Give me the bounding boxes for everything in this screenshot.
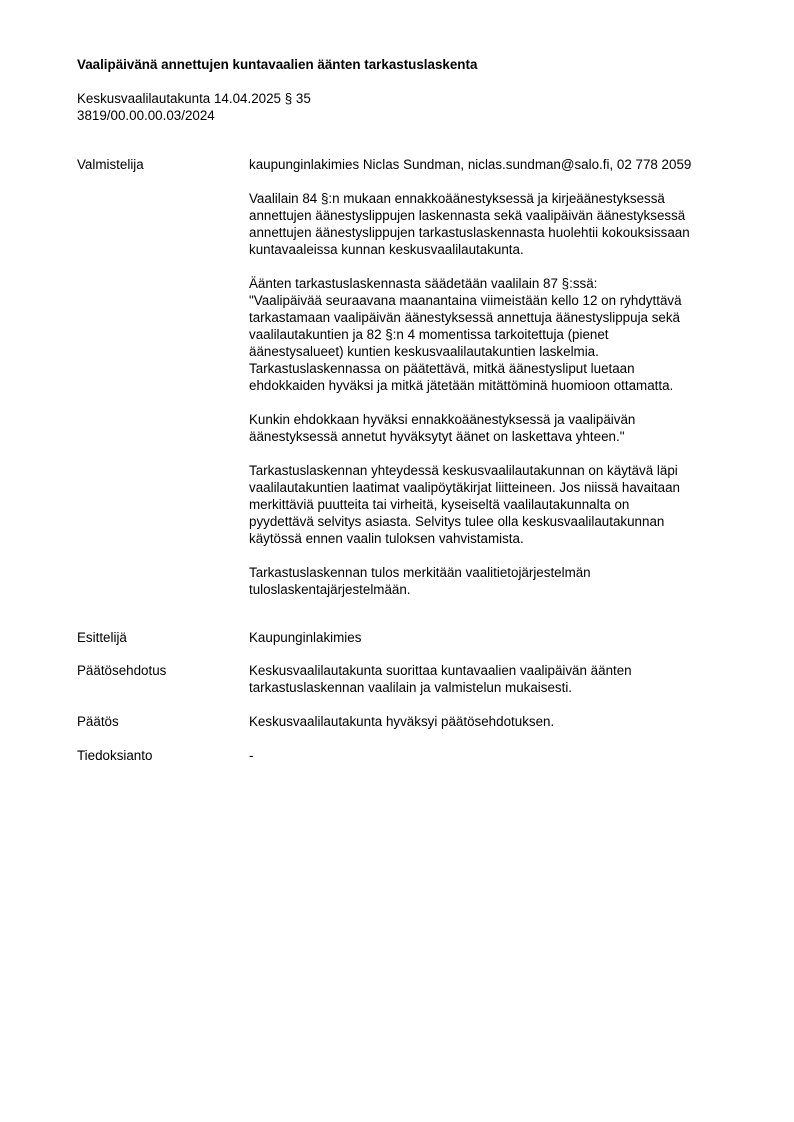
proposal-text: Keskusvaalilautakunta suorittaa kuntavaalien vaalipäivän äänten tarkastuslaskennan vaalilain ja valmistelun mukaisesti. xyxy=(249,663,632,695)
section-label: Tiedoksianto xyxy=(77,748,153,763)
presenter-text: Kaupunginlakimies xyxy=(249,630,362,645)
section-content xyxy=(249,713,739,730)
decision-text: Keskusvaalilautakunta hyväksyi päätösehdotuksen. xyxy=(249,714,555,729)
case-number: 3819/00.00.00.03/2024 xyxy=(77,108,215,123)
paragraph-3: Kunkin ehdokkaan hyväksi ennakkoäänestyksessä ja vaalipäivän äänestyksessä annetut hyväksytyt äänet on laskettava yhteen." xyxy=(249,412,636,444)
section-label: Esittelijä xyxy=(77,630,127,645)
section-content xyxy=(249,156,739,598)
section-label: Päätös xyxy=(77,714,119,729)
section-content xyxy=(249,629,739,646)
document-title: Vaalipäivänä annettujen kuntavaalien äänten tarkastuslaskenta xyxy=(77,57,478,72)
paragraph-5: Tarkastuslaskennan tulos merkitään vaalitietojärjestelmän tuloslaskentajärjestelmään. xyxy=(249,565,591,597)
section-label: Valmistelija xyxy=(77,157,144,172)
paragraph-1: Vaalilain 84 §:n mukaan ennakkoäänestyksessä ja kirjeäänestyksessä annettujen äänestyslippujen laskennasta sekä vaalipäivän äänestyksessä annettujen äänestyslippujen tarkastuslaskennasta huolehtii kokouksissaan kuntavaaleissa kunnan keskusvaalilautakunta. xyxy=(249,191,690,257)
section-content xyxy=(249,662,739,696)
paragraph-2: Äänten tarkastuslaskennasta säädetään vaalilain 87 §:ssä: "Vaalipäivää seuraavana maanantaina viimeistään kello 12 on ryhdyttävä tarkastamaan vaalipäivän äänestyksessä annettuja äänestyslippuja sekä vaalilautakuntien ja 82 §:n 4 momentissa tarkoitettuja (pienet äänestysalueet) kuntien keskusvaalilautakuntien laskelmia. Tarkastuslaskennassa on päätettävä, mitkä äänestysliput luetaan ehdokkaiden hyväksi ja mitkä jätetään mitättöminä huomioon ottamatta. xyxy=(249,276,682,393)
section-label: Päätösehdotus xyxy=(77,663,167,678)
notification-text: - xyxy=(249,748,254,763)
preparer-contact: kaupunginlakimies Niclas Sundman, niclas.sundman@salo.fi, 02 778 2059 xyxy=(249,157,692,172)
meeting-reference: Keskusvaalilautakunta 14.04.2025 § 35 xyxy=(77,91,311,106)
paragraph-4: Tarkastuslaskennan yhteydessä keskusvaalilautakunnan on käytävä läpi vaalilautakuntien laatimat vaalipöytäkirjat liitteineen. Jos niissä havaitaan merkittäviä puutteita tai virheitä, kyseiseltä vaalilautakunnalta on pyydettävä selvitys asiasta. Selvitys tulee olla keskusvaalilautakunnan käytössä ennen vaalin tuloksen vahvistamista. xyxy=(249,463,680,546)
document-meta xyxy=(77,90,311,124)
section-content xyxy=(249,747,739,764)
